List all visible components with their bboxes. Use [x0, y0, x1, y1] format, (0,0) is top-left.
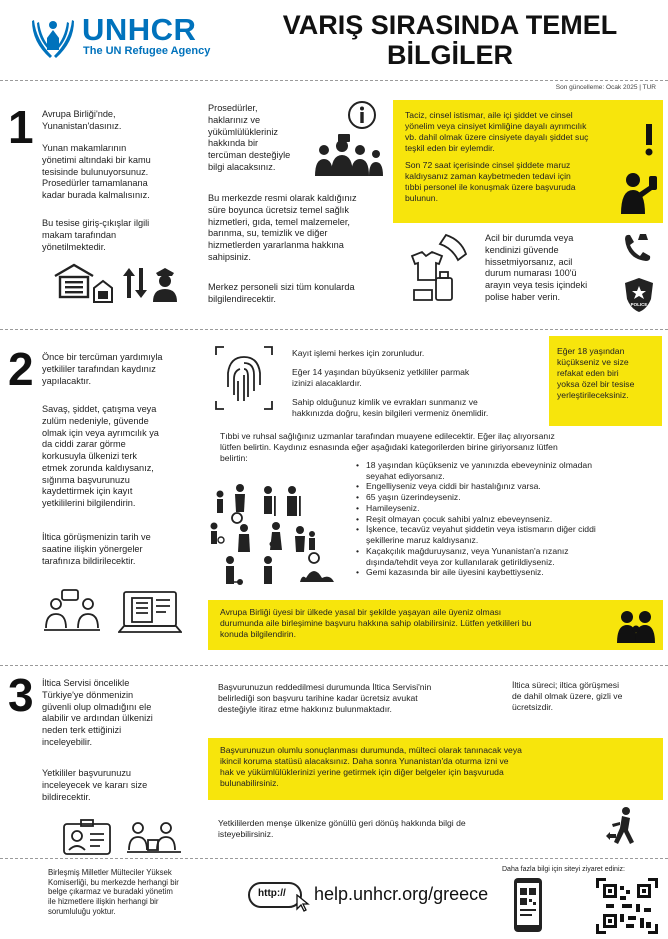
fingerprint-icon [214, 345, 274, 411]
positive-decision-box [208, 738, 663, 800]
exclamation-icon [643, 124, 655, 156]
help-site-link[interactable]: help.unhcr.org/greece [314, 884, 489, 904]
step-3-number: 3 [8, 669, 34, 721]
updated-label: Son güncelleme: Ocak 2025 | TUR [555, 84, 656, 91]
phone-qr-icon [508, 876, 548, 934]
divider-2 [0, 665, 668, 666]
title-line-2: BİLGİLER [387, 40, 513, 70]
phone-alert-icon [622, 232, 656, 264]
criteria-item: • İşkence, tecavüz veyahut şiddetin veya istismarın diğer ciddi şekillerine maruz kaldıysanız. [356, 524, 656, 545]
step-1-facility-text: Yunan makamlarının yönetimi altındaki bir kamu tesisinde bulunuyorsunuz. Prosedürler tamamlanana kadar burada kalmalısınız. [42, 143, 151, 201]
vulnerable-groups-icon [210, 478, 342, 588]
registration-mandatory-text: Kayıt işlemi herkes için zorunludur. [292, 348, 425, 358]
qr-code-icon[interactable] [596, 878, 658, 934]
officer-icon [150, 266, 180, 302]
hygiene-items-icon [406, 232, 476, 304]
header-divider [0, 80, 668, 81]
id-card-icon [62, 818, 112, 858]
title-line-1: VARIŞ SIRASINDA TEMEL [282, 10, 618, 40]
logo-subtitle: The UN Refugee Agency [83, 45, 211, 57]
step-1-eu-text: Avrupa Birliği'nde, Yunanistan'dasınız. [42, 109, 122, 131]
divider-1 [0, 329, 668, 330]
divider-3 [0, 858, 668, 859]
gbv-definition-text: Taciz, cinsel istismar, aile içi şiddet ve cinsel yönelim veya cinsiyet kimliğine dayalı ayrımcılık vb. dahil olmak üzere cinsiyete dayalı şiddet suç teşkil eden bir eylemdir. [405, 110, 589, 153]
confidential-text: İltica süreci; iltica görüşmesi de dahil olmak üzere, gizli ve ücretsizdir. [512, 680, 623, 712]
criteria-item: • Reşit olmayan çocuk sahibi yalnız ebeveynseniz. [356, 514, 656, 525]
step-3-safety-text: İltica Servisi öncelikle Türkiye'ye dönmenizin güvenli olup olmadığını ele alabilir ve ardından ülkenizi neden terk ettiğinizi inceleyebilir. [42, 678, 153, 747]
appeal-text: Başvurunuzun reddedilmesi durumunda İltica Servisi'nin belirlediği son başvuru tarihine kadar ücretsiz avukat desteğiyle itiraz etme hakkınız bulunmaktadır. [218, 682, 432, 714]
unaccompanied-minor-text: Eğer 18 yaşından küçükseniz ve size refakat eden biri yoksa özel bir tesise yerleştirileceksiniz. [557, 346, 635, 400]
criteria-item: • 18 yaşından küçükseniz ve yanınızda ebeveyniniz olmadan seyahat ediyorsanız. [356, 460, 656, 481]
entry-exit-arrows-icon [122, 266, 148, 300]
step-1-services-text: Bu merkezde resmi olarak kaldığınız süre boyunca ücretsiz temel sağlık hizmetleri, gıda, temel malzemeler, barınma, su, temizlik ve diğer hizmetlerden yararlanma hakkına sahipsiniz. [208, 193, 357, 262]
gbv-72h-text: Son 72 saat içerisinde cinsel şiddete maruz kaldıysanız zaman kaybetmeden tedavi için tıbbi personel ile konuşmak üzere başvuruda bulunun. [405, 160, 576, 203]
positive-decision-text: Başvurunuzun olumlu sonuçlanması durumunda, mülteci olarak tanınacak veya ikincil koruma statüsü alacaksınız. Daha sonra Yunanistan'da oturma izni ve hak ve yükümlülüklerinizi yerine getirmek için diğer belgeler için başvuruda bulunabilirsiniz. [220, 745, 522, 788]
step-1-number: 1 [8, 101, 34, 153]
step-1-rights-text: Prosedürler, haklarınız ve yükümlülükleriniz hakkında bir tercüman desteğiyle bilgi alacaksınız. [208, 103, 291, 172]
interview-people-icon [42, 588, 102, 636]
unhcr-logo [30, 12, 230, 62]
documents-text: Sahip olduğunuz kimlik ve evrakları sunmanız ve hakkınızda doğru, kesin bilgileri vermeniz önemlidir. [292, 397, 489, 418]
laptop-document-icon [118, 588, 182, 638]
step-1-access-text: Bu tesise giriş-çıkışlar ilgili makam tarafından yönetilmektedir. [42, 218, 150, 252]
gbv-warning-box [393, 100, 663, 223]
cursor-icon [296, 894, 310, 912]
medical-text: Tıbbi ve ruhsal sağlığınız uzmanlar tarafından muayene edilecektir. Eğer ilaç alıyorsanız lütfen belirtin. Kaydınız esnasında eğer aşağıdaki kategorilerden birine giriyorsanız lütfen belirtin: [220, 431, 558, 463]
criteria-item: • Gemi kazasında bir aile üyesini kaybettiyseniz. [356, 567, 656, 578]
step-3-decision-text: Yetkililer başvurunuzu inceleyecek ve kararı size bildirecektir. [42, 768, 148, 802]
step-2-number: 2 [8, 343, 34, 395]
step-2-interview-text: İltica görüşmenizin tarih ve saatine ilişkin yönergeler tarafınıza bildirilecektir. [42, 532, 151, 566]
url-prefix: http:// [258, 888, 286, 899]
step-2-register-text: Önce bir tercüman yardımıyla yetkililer tarafından kaydınız yapılacaktır. [42, 352, 163, 386]
police-badge-label: POLICE [630, 302, 648, 307]
family-reunification-text: Avrupa Birliği üyesi bir ülkede yasal bir şekilde yaşayan aile üyeniz olması durumunda aile birleşimine başvuru hakkına sahip olabilirsiniz. Lütfen yetkilileri bu konuda bilgilendirin. [220, 607, 532, 639]
criteria-item: • Engelliyseniz veya ciddi bir hastalığınız varsa. [356, 481, 656, 492]
distressed-person-icon [619, 170, 659, 214]
family-reunification-box [208, 600, 663, 650]
step-2-asylum-text: Savaş, şiddet, çatışma veya zulüm nedeniyle, güvende olmak için veya ayrımcılık ya da ciddi zarar görme korkusuyla ülkenizi terk etmek zorunda kaldıysanız, sığınma başvurunuzu kaydettirmek için kayıt yetkililerini bilgilendirin. [42, 404, 159, 509]
unaccompanied-minor-box [549, 336, 662, 426]
house-icon [92, 278, 114, 304]
info-icon [347, 100, 377, 130]
walking-person-icon [604, 806, 644, 846]
voluntary-return-text: Yetkililerden menşe ülkenize gönüllü geri dönüş hakkında bilgi de isteyebilirsiniz. [218, 818, 466, 839]
police-badge-icon [623, 277, 655, 313]
unhcr-emblem-icon [30, 14, 76, 60]
facility-building-icon [52, 262, 96, 300]
logo-name: UNHCR [82, 12, 197, 47]
page-title [240, 10, 660, 70]
interpreter-group-icon [314, 134, 384, 176]
emergency-text: Acil bir durumda veya kendinizi güvende hissetmiyorsanız, acil durum numarası 100'ü arayın veya tesis içindeki polise haber verin. [485, 233, 588, 302]
criteria-item: • Hamileyseniz. [356, 503, 656, 514]
officials-review-icon [126, 816, 182, 856]
more-info-label: Daha fazla bilgi için siteyi ziyaret ediniz: [502, 866, 625, 873]
criteria-item: • 65 yaşın üzerindeyseniz. [356, 492, 656, 503]
criteria-item: • Kaçakçılık mağduruysanız, veya Yunanistan'a rızanız dışında/tehdit veya zor kullanılarak getirildiyseniz. [356, 546, 656, 567]
step-1-staff-text: Merkez personeli sizi tüm konularda bilgilendirecektir. [208, 282, 355, 304]
family-icon [616, 609, 656, 643]
footer-disclaimer: Birleşmiş Milletler Mülteciler Yüksek Komiserliği, bu merkezde herhangi bir belge çıkarmaz ve buradaki yönetim ile hizmetlere ilişkin herhangi bir sorumluluğu yoktur. [48, 868, 179, 916]
vulnerability-criteria-list [356, 460, 656, 578]
fingerprint-text: Eğer 14 yaşından büyükseniz yetkililer parmak izinizi alacaklardır. [292, 367, 470, 388]
